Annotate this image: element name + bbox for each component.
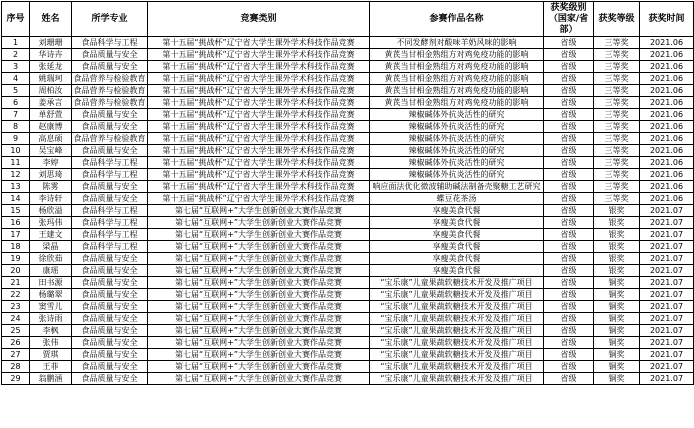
cell-category: 第七届“互联网+”大学生创新创业大赛作品竞赛 bbox=[148, 253, 370, 265]
table-row bbox=[2, 181, 694, 193]
cell-level: 省级 bbox=[544, 337, 594, 349]
awards-table bbox=[1, 1, 694, 385]
table-row bbox=[2, 97, 694, 109]
cell-work: 享瘦美食代餐 bbox=[370, 241, 544, 253]
cell-index: 28 bbox=[2, 361, 30, 373]
cell-name: 李枫 bbox=[30, 325, 72, 337]
cell-name: 赵康博 bbox=[30, 121, 72, 133]
cell-level: 省级 bbox=[544, 61, 594, 73]
table-row bbox=[2, 337, 694, 349]
cell-date: 2021.06 bbox=[640, 133, 694, 145]
cell-date: 2021.06 bbox=[640, 121, 694, 133]
cell-index: 10 bbox=[2, 145, 30, 157]
cell-level: 省级 bbox=[544, 361, 594, 373]
table-row bbox=[2, 301, 694, 313]
cell-grade: 铜奖 bbox=[594, 373, 640, 385]
cell-category: 第七届“互联网+”大学生创新创业大赛作品竞赛 bbox=[148, 265, 370, 277]
cell-major: 食品营养与检验教育 bbox=[73, 133, 146, 143]
cell-category: 第十五届“挑战杯”辽宁省大学生课外学术科技作品竞赛 bbox=[148, 49, 370, 61]
cell-date: 2021.07 bbox=[640, 289, 694, 301]
cell-level: 省级 bbox=[544, 313, 594, 325]
cell-grade: 三等奖 bbox=[594, 145, 640, 157]
cell-index: 7 bbox=[2, 109, 30, 121]
cell-index: 16 bbox=[2, 217, 30, 229]
cell-grade: 三等奖 bbox=[594, 49, 640, 61]
cell-date: 2021.06 bbox=[640, 49, 694, 61]
cell-date: 2021.07 bbox=[640, 217, 694, 229]
cell-major: 食品质量与安全 bbox=[72, 61, 148, 73]
cell-major: 食品质量与安全 bbox=[72, 145, 148, 157]
cell-grade: 铜奖 bbox=[594, 361, 640, 373]
cell-category: 第七届“互联网+”大学生创新创业大赛作品竞赛 bbox=[148, 325, 370, 337]
cell-grade: 三等奖 bbox=[594, 181, 640, 193]
cell-date: 2021.07 bbox=[640, 277, 694, 289]
cell-category: 第十五届“挑战杯”辽宁省大学生课外学术科技作品竞赛 bbox=[148, 193, 370, 205]
cell-grade: 三等奖 bbox=[594, 109, 640, 121]
cell-major: 食品质量与安全 bbox=[72, 121, 148, 133]
cell-index: 2 bbox=[2, 49, 30, 61]
cell-index: 20 bbox=[2, 265, 30, 277]
cell-major: 食品营养与检验教育 bbox=[73, 85, 146, 95]
cell-index: 1 bbox=[2, 37, 30, 49]
cell-work: 蝶豆花茶汤 bbox=[370, 193, 544, 205]
table-row bbox=[2, 265, 694, 277]
cell-index: 17 bbox=[2, 229, 30, 241]
cell-index: 8 bbox=[2, 121, 30, 133]
cell-date: 2021.07 bbox=[640, 265, 694, 277]
cell-work: 辣椒碱体外抗炎活性的研究 bbox=[370, 145, 544, 157]
cell-level: 省级 bbox=[544, 157, 594, 169]
cell-grade: 三等奖 bbox=[594, 97, 640, 109]
header-work: 参赛作品名称 bbox=[370, 2, 544, 37]
cell-index: 19 bbox=[2, 253, 30, 265]
cell-date: 2021.07 bbox=[640, 337, 694, 349]
cell-grade: 铜奖 bbox=[594, 301, 640, 313]
cell-date: 2021.06 bbox=[640, 157, 694, 169]
cell-category: 第七届“互联网+”大学生创新创业大赛作品竞赛 bbox=[148, 241, 370, 253]
cell-level: 省级 bbox=[544, 205, 594, 217]
table-body bbox=[2, 37, 694, 385]
cell-name: 杨璐翠 bbox=[30, 289, 72, 301]
cell-index: 9 bbox=[2, 133, 30, 145]
table-row bbox=[2, 313, 694, 325]
cell-major: 食品质量与安全 bbox=[72, 193, 148, 205]
cell-major: 食品质量与安全 bbox=[72, 349, 148, 361]
cell-major: 食品质量与安全 bbox=[72, 265, 148, 277]
cell-grade: 铜奖 bbox=[594, 349, 640, 361]
cell-date: 2021.06 bbox=[640, 193, 694, 205]
cell-name: 张玛伟 bbox=[30, 217, 72, 229]
cell-major: 食品质量与安全 bbox=[72, 181, 148, 193]
table-row bbox=[2, 289, 694, 301]
table-row bbox=[2, 349, 694, 361]
cell-work: “宝乐康”儿童果蔬软糖技术开发及推广项目 bbox=[370, 337, 544, 349]
cell-major: 食品质量与安全 bbox=[72, 325, 148, 337]
cell-major: 食品质量与安全 bbox=[72, 277, 148, 289]
table-row bbox=[2, 73, 694, 85]
cell-name: 吴宝峰 bbox=[30, 145, 72, 157]
cell-name: 窦雪儿 bbox=[30, 301, 72, 313]
cell-work: 享瘦美食代餐 bbox=[370, 253, 544, 265]
cell-grade: 三等奖 bbox=[594, 193, 640, 205]
cell-work: 黄芪当甘相金熟组方对鸡免疫功能的影响 bbox=[370, 73, 544, 85]
cell-name: 周柏汝 bbox=[30, 85, 72, 97]
cell-level: 省级 bbox=[544, 241, 594, 253]
cell-name: 徐欣茹 bbox=[30, 253, 72, 265]
cell-index: 26 bbox=[2, 337, 30, 349]
table-row bbox=[2, 121, 694, 133]
header-index: 序号 bbox=[2, 2, 30, 37]
cell-grade: 银奖 bbox=[594, 205, 640, 217]
cell-work: 黄芪当甘相金熟组方对鸡免疫功能的影响 bbox=[370, 61, 544, 73]
cell-name: 梁晶 bbox=[30, 241, 72, 253]
cell-index: 24 bbox=[2, 313, 30, 325]
table-row bbox=[2, 361, 694, 373]
cell-work: 辣椒碱体外抗炎活性的研究 bbox=[370, 133, 544, 145]
cell-work: “宝乐康”儿童果蔬软糖技术开发及推广项目 bbox=[370, 361, 544, 373]
table-row bbox=[2, 133, 694, 145]
cell-level: 省级 bbox=[544, 301, 594, 313]
cell-work: 黄芪当甘相金熟组方对鸡免疫功能的影响 bbox=[370, 49, 544, 61]
table-row bbox=[2, 325, 694, 337]
cell-grade: 银奖 bbox=[594, 229, 640, 241]
cell-category: 第七届“互联网+”大学生创新创业大赛作品竞赛 bbox=[148, 205, 370, 217]
cell-level: 省级 bbox=[544, 277, 594, 289]
table-row bbox=[2, 109, 694, 121]
cell-work: 黄芪当甘相金熟组方对鸡免疫功能的影响 bbox=[370, 85, 544, 97]
cell-level: 省级 bbox=[544, 97, 594, 109]
header-category: 竞赛类别 bbox=[148, 2, 370, 37]
cell-level: 省级 bbox=[544, 145, 594, 157]
table-row bbox=[2, 229, 694, 241]
cell-index: 5 bbox=[2, 85, 30, 97]
table-row bbox=[2, 277, 694, 289]
cell-grade: 银奖 bbox=[594, 253, 640, 265]
table-row bbox=[2, 217, 694, 229]
header-level: 获奖级别（国家/省部） bbox=[544, 2, 594, 37]
cell-category: 第十五届“挑战杯”辽宁省大学生课外学术科技作品竞赛 bbox=[148, 37, 370, 49]
cell-date: 2021.06 bbox=[640, 181, 694, 193]
cell-date: 2021.06 bbox=[640, 61, 694, 73]
cell-category: 第十五届“挑战杯”辽宁省大学生课外学术科技作品竞赛 bbox=[148, 121, 370, 133]
cell-category: 第十五届“挑战杯”辽宁省大学生课外学术科技作品竞赛 bbox=[148, 157, 370, 169]
cell-work: 享瘦美食代餐 bbox=[370, 217, 544, 229]
cell-level: 省级 bbox=[544, 193, 594, 205]
cell-date: 2021.07 bbox=[640, 241, 694, 253]
cell-grade: 银奖 bbox=[594, 217, 640, 229]
cell-major: 食品营养与检验教育 bbox=[73, 73, 146, 83]
cell-major: 食品科学与工程 bbox=[72, 157, 148, 169]
cell-work: 不同发酵剂对酸味羊奶风味的影响 bbox=[370, 37, 544, 49]
cell-grade: 三等奖 bbox=[594, 61, 640, 73]
cell-date: 2021.07 bbox=[640, 313, 694, 325]
table-row bbox=[2, 169, 694, 181]
cell-major: 食品质量与安全 bbox=[72, 301, 148, 313]
table-header bbox=[2, 2, 694, 37]
header-grade: 获奖等级 bbox=[594, 2, 640, 37]
cell-index: 14 bbox=[2, 193, 30, 205]
cell-index: 18 bbox=[2, 241, 30, 253]
cell-category: 第十五届“挑战杯”辽宁省大学生课外学术科技作品竞赛 bbox=[148, 181, 370, 193]
cell-index: 4 bbox=[2, 73, 30, 85]
cell-date: 2021.07 bbox=[640, 229, 694, 241]
table-row bbox=[2, 253, 694, 265]
cell-grade: 三等奖 bbox=[594, 85, 640, 97]
cell-index: 12 bbox=[2, 169, 30, 181]
cell-name: 高息硕 bbox=[30, 133, 72, 145]
cell-name: 单舒萱 bbox=[30, 109, 72, 121]
cell-index: 13 bbox=[2, 181, 30, 193]
table-row bbox=[2, 157, 694, 169]
cell-work: “宝乐康”儿童果蔬软糖技术开发及推广项目 bbox=[370, 301, 544, 313]
cell-date: 2021.07 bbox=[640, 373, 694, 385]
cell-date: 2021.06 bbox=[640, 109, 694, 121]
cell-name: 张诗雨 bbox=[30, 313, 72, 325]
cell-category: 第十五届“挑战杯”辽宁省大学生课外学术科技作品竞赛 bbox=[148, 73, 370, 85]
cell-work: “宝乐康”儿童果蔬软糖技术开发及推广项目 bbox=[370, 373, 544, 385]
cell-major: 食品营养与检验教育 bbox=[73, 97, 146, 107]
cell-date: 2021.07 bbox=[640, 325, 694, 337]
cell-work: “宝乐康”儿童果蔬软糖技术开发及推广项目 bbox=[370, 325, 544, 337]
cell-date: 2021.06 bbox=[640, 37, 694, 49]
cell-major: 食品科学与工程 bbox=[72, 205, 148, 217]
cell-name: 华诗卉 bbox=[30, 49, 72, 61]
cell-name: 田书源 bbox=[30, 277, 72, 289]
table-row bbox=[2, 145, 694, 157]
cell-grade: 银奖 bbox=[594, 265, 640, 277]
cell-category: 第十五届“挑战杯”辽宁省大学生课外学术科技作品竞赛 bbox=[148, 97, 370, 109]
cell-work: 响应面法优化微波辅助碱法制备壳聚糖工艺研究 bbox=[370, 181, 544, 193]
cell-level: 省级 bbox=[544, 169, 594, 181]
cell-major: 食品科学与工程 bbox=[72, 169, 148, 181]
cell-grade: 三等奖 bbox=[594, 169, 640, 181]
cell-level: 省级 bbox=[544, 109, 594, 121]
cell-index: 29 bbox=[2, 373, 30, 385]
cell-index: 3 bbox=[2, 61, 30, 73]
cell-category: 第十五届“挑战杯”辽宁省大学生课外学术科技作品竞赛 bbox=[148, 61, 370, 73]
header-date: 获奖时间 bbox=[640, 2, 694, 37]
cell-level: 省级 bbox=[544, 229, 594, 241]
cell-name: 贾琪 bbox=[30, 349, 72, 361]
cell-level: 省级 bbox=[544, 181, 594, 193]
cell-name: 王菲 bbox=[30, 361, 72, 373]
cell-major: 食品质量与安全 bbox=[72, 373, 148, 385]
cell-name: 李婷 bbox=[30, 157, 72, 169]
cell-major: 食品科学与工程 bbox=[72, 229, 148, 241]
cell-index: 21 bbox=[2, 277, 30, 289]
table-row bbox=[2, 61, 694, 73]
cell-name: 姚瑞珂 bbox=[30, 73, 72, 85]
cell-date: 2021.06 bbox=[640, 73, 694, 85]
cell-index: 15 bbox=[2, 205, 30, 217]
cell-level: 省级 bbox=[544, 289, 594, 301]
table-row bbox=[2, 85, 694, 97]
cell-name: 刘思琦 bbox=[30, 169, 72, 181]
cell-name: 姜承言 bbox=[30, 97, 72, 109]
cell-index: 22 bbox=[2, 289, 30, 301]
cell-grade: 铜奖 bbox=[594, 289, 640, 301]
cell-level: 省级 bbox=[544, 73, 594, 85]
table-row bbox=[2, 49, 694, 61]
cell-major: 食品质量与安全 bbox=[72, 109, 148, 121]
cell-work: 辣椒碱体外抗炎活性的研究 bbox=[370, 109, 544, 121]
cell-major: 食品科学与工程 bbox=[72, 217, 148, 229]
cell-level: 省级 bbox=[544, 217, 594, 229]
cell-grade: 三等奖 bbox=[594, 121, 640, 133]
cell-grade: 铜奖 bbox=[594, 313, 640, 325]
cell-category: 第七届“互联网+”大学生创新创业大赛作品竞赛 bbox=[148, 349, 370, 361]
cell-major: 食品质量与安全 bbox=[72, 253, 148, 265]
table-row bbox=[2, 193, 694, 205]
cell-work: “宝乐康”儿童果蔬软糖技术开发及推广项目 bbox=[370, 313, 544, 325]
cell-category: 第十五届“挑战杯”辽宁省大学生课外学术科技作品竞赛 bbox=[148, 169, 370, 181]
cell-work: “宝乐康”儿童果蔬软糖技术开发及推广项目 bbox=[370, 277, 544, 289]
cell-major: 食品质量与安全 bbox=[72, 49, 148, 61]
cell-level: 省级 bbox=[544, 37, 594, 49]
cell-work: 享瘦美食代餐 bbox=[370, 229, 544, 241]
cell-category: 第七届“互联网+”大学生创新创业大赛作品竞赛 bbox=[148, 301, 370, 313]
cell-category: 第七届“互联网+”大学生创新创业大赛作品竞赛 bbox=[148, 337, 370, 349]
cell-major: 食品质量与安全 bbox=[72, 313, 148, 325]
cell-category: 第十五届“挑战杯”辽宁省大学生课外学术科技作品竞赛 bbox=[148, 109, 370, 121]
cell-date: 2021.06 bbox=[640, 145, 694, 157]
cell-name: 张延龙 bbox=[30, 61, 72, 73]
table-row bbox=[2, 37, 694, 49]
cell-work: “宝乐康”儿童果蔬软糖技术开发及推广项目 bbox=[370, 349, 544, 361]
cell-category: 第七届“互联网+”大学生创新创业大赛作品竞赛 bbox=[148, 229, 370, 241]
cell-category: 第七届“互联网+”大学生创新创业大赛作品竞赛 bbox=[148, 313, 370, 325]
cell-name: 陈雾 bbox=[30, 181, 72, 193]
cell-name: 李诗轩 bbox=[30, 193, 72, 205]
cell-work: 享瘦美食代餐 bbox=[370, 205, 544, 217]
cell-grade: 三等奖 bbox=[594, 133, 640, 145]
cell-level: 省级 bbox=[544, 325, 594, 337]
cell-date: 2021.07 bbox=[640, 253, 694, 265]
cell-name: 王建文 bbox=[30, 229, 72, 241]
table-row bbox=[2, 373, 694, 385]
cell-level: 省级 bbox=[544, 265, 594, 277]
cell-level: 省级 bbox=[544, 49, 594, 61]
cell-date: 2021.06 bbox=[640, 97, 694, 109]
cell-grade: 三等奖 bbox=[594, 157, 640, 169]
cell-category: 第十五届“挑战杯”辽宁省大学生课外学术科技作品竞赛 bbox=[148, 145, 370, 157]
cell-level: 省级 bbox=[544, 373, 594, 385]
cell-category: 第七届“互联网+”大学生创新创业大赛作品竞赛 bbox=[148, 373, 370, 385]
header-row bbox=[2, 2, 694, 37]
cell-name: 杨欣溢 bbox=[30, 205, 72, 217]
cell-category: 第十五届“挑战杯”辽宁省大学生课外学术科技作品竞赛 bbox=[148, 133, 370, 145]
cell-major: 食品质量与安全 bbox=[72, 337, 148, 349]
cell-category: 第七届“互联网+”大学生创新创业大赛作品竞赛 bbox=[148, 361, 370, 373]
cell-level: 省级 bbox=[544, 253, 594, 265]
cell-level: 省级 bbox=[544, 349, 594, 361]
cell-major: 食品科学与工程 bbox=[72, 37, 148, 49]
cell-work: 黄芪当甘相金熟组方对鸡免疫功能的影响 bbox=[370, 97, 544, 109]
cell-grade: 三等奖 bbox=[594, 73, 640, 85]
cell-work: 享瘦美食代餐 bbox=[370, 265, 544, 277]
cell-category: 第七届“互联网+”大学生创新创业大赛作品竞赛 bbox=[148, 217, 370, 229]
cell-work: “宝乐康”儿童果蔬软糖技术开发及推广项目 bbox=[370, 289, 544, 301]
cell-date: 2021.07 bbox=[640, 361, 694, 373]
cell-work: 辣椒碱体外抗炎活性的研究 bbox=[370, 169, 544, 181]
cell-category: 第十五届“挑战杯”辽宁省大学生课外学术科技作品竞赛 bbox=[148, 85, 370, 97]
cell-major: 食品科学与工程 bbox=[72, 241, 148, 253]
cell-major: 食品质量与安全 bbox=[72, 289, 148, 301]
cell-grade: 铜奖 bbox=[594, 325, 640, 337]
cell-level: 省级 bbox=[544, 133, 594, 145]
cell-index: 27 bbox=[2, 349, 30, 361]
cell-date: 2021.07 bbox=[640, 205, 694, 217]
header-major: 所学专业 bbox=[72, 2, 148, 37]
cell-index: 11 bbox=[2, 157, 30, 169]
cell-index: 6 bbox=[2, 97, 30, 109]
cell-grade: 铜奖 bbox=[594, 277, 640, 289]
cell-name: 刘珊珊 bbox=[30, 37, 72, 49]
cell-date: 2021.06 bbox=[640, 169, 694, 181]
cell-grade: 银奖 bbox=[594, 241, 640, 253]
table-row bbox=[2, 241, 694, 253]
cell-index: 25 bbox=[2, 325, 30, 337]
cell-level: 省级 bbox=[544, 85, 594, 97]
header-name: 姓名 bbox=[30, 2, 72, 37]
cell-date: 2021.07 bbox=[640, 349, 694, 361]
cell-major: 食品质量与安全 bbox=[72, 361, 148, 373]
cell-name: 张伟 bbox=[30, 337, 72, 349]
cell-level: 省级 bbox=[544, 121, 594, 133]
cell-grade: 铜奖 bbox=[594, 337, 640, 349]
cell-category: 第七届“互联网+”大学生创新创业大赛作品竞赛 bbox=[148, 289, 370, 301]
cell-category: 第七届“互联网+”大学生创新创业大赛作品竞赛 bbox=[148, 277, 370, 289]
cell-index: 23 bbox=[2, 301, 30, 313]
cell-date: 2021.07 bbox=[640, 301, 694, 313]
table-row bbox=[2, 205, 694, 217]
cell-work: 辣椒碱体外抗炎活性的研究 bbox=[370, 157, 544, 169]
cell-grade: 三等奖 bbox=[594, 37, 640, 49]
cell-name: 翁鹏涵 bbox=[30, 373, 72, 385]
cell-name: 康瑶 bbox=[30, 265, 72, 277]
cell-date: 2021.06 bbox=[640, 85, 694, 97]
cell-work: 辣椒碱体外抗炎活性的研究 bbox=[370, 121, 544, 133]
